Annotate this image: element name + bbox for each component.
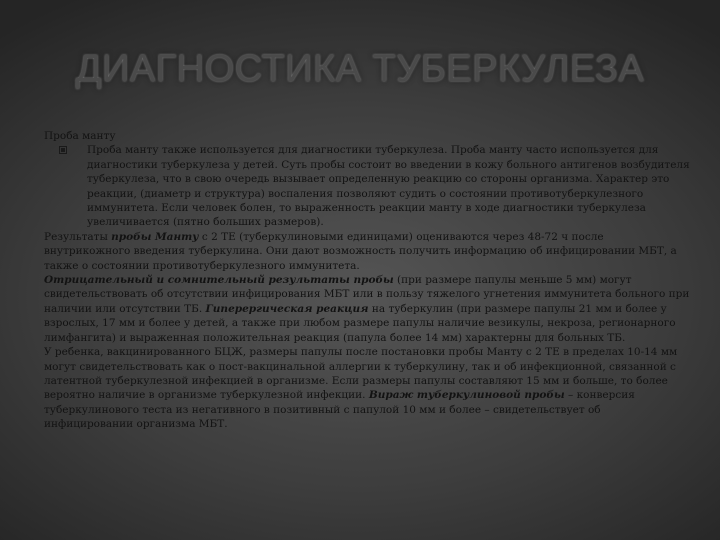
bcg-text: У ребенка, вакцинированного БЦЖ, размеры папулы после постановки пробы Манту с 2 ТЕ в пределах 10-14 мм могут свидетельствовать как о пост-вакцинальной аллергии к туберкулину, так и об инфекционной, связанной с латентной туберкулезной инфекцией в организме. Если размеры папулы составляют 15 мм и больше, то более вероятно наличие в организме туберкулезной инфекции. [44, 346, 678, 402]
results-text: с 2 ТЕ (туберкулиновыми единицами) оцениваются через 48-72 ч после внутрикожного введения туберкулина. Они дают возможность получить информацию об инфицировании МБТ, а также о состоянии противотуберкулезного иммунитета. [44, 230, 677, 272]
paragraph-results [44, 230, 692, 273]
negative-result-text: (при размере папулы меньше 5 мм) могут свидетельствовать об отсутствии инфицирования МБТ или в пользу тяжелого угнетения иммунитета больного при наличии или отсутствии ТБ. [44, 274, 690, 315]
square-bullet-icon [59, 146, 67, 154]
conversion-text: – конверсия туберкулинового теста из негативного в позитивный с папулой 10 мм и более – свидетельствует об инфицировании организма МБТ. [44, 389, 635, 431]
results-lead: Результаты [44, 230, 112, 243]
bullet-item [44, 143, 692, 229]
slide-body [44, 129, 692, 432]
negative-result-emphasis: Отрицательный и сомнительный результаты пробы [44, 274, 394, 287]
hyperergic-text: на туберкулин (при размере папулы 21 мм и более у взрослых, 17 мм и более у детей, а также при любом размере папулы наличие везикулы, некроза, регионарного лимфангита) и выраженная положительная реакция (папула более 14 мм) характерны для больных ТБ. [44, 302, 676, 344]
slide-title: ДИАГНОСТИКА ТУБЕРКУЛЕЗА [75, 48, 645, 90]
hyperergic-emphasis: Гиперергическая реакция [205, 302, 369, 315]
paragraph-reactions [44, 273, 692, 345]
results-emphasis: пробы Манту [111, 230, 199, 243]
bullet-text: Проба манту также используется для диагностики туберкулеза. Проба манту часто используется для диагностики туберкулеза у детей. Суть пробы состоит во введении в кожу больного антигенов возбудителя туберкулеза, что в свою очередь вызывает определенную реакцию со стороны организма. Характер это реакции, (диаметр и структура) воспаления позволяют судить о состоянии противотуберкулезного иммунитета. Если человек болен, то выраженность реакции манту в ходе диагностики туберкулеза увеличивается (пятно больших размеров). [87, 144, 690, 229]
section-heading: Проба манту [44, 130, 116, 142]
conversion-emphasis: Вираж туберкулиновой пробы [368, 389, 565, 402]
paragraph-bcg [44, 345, 692, 431]
